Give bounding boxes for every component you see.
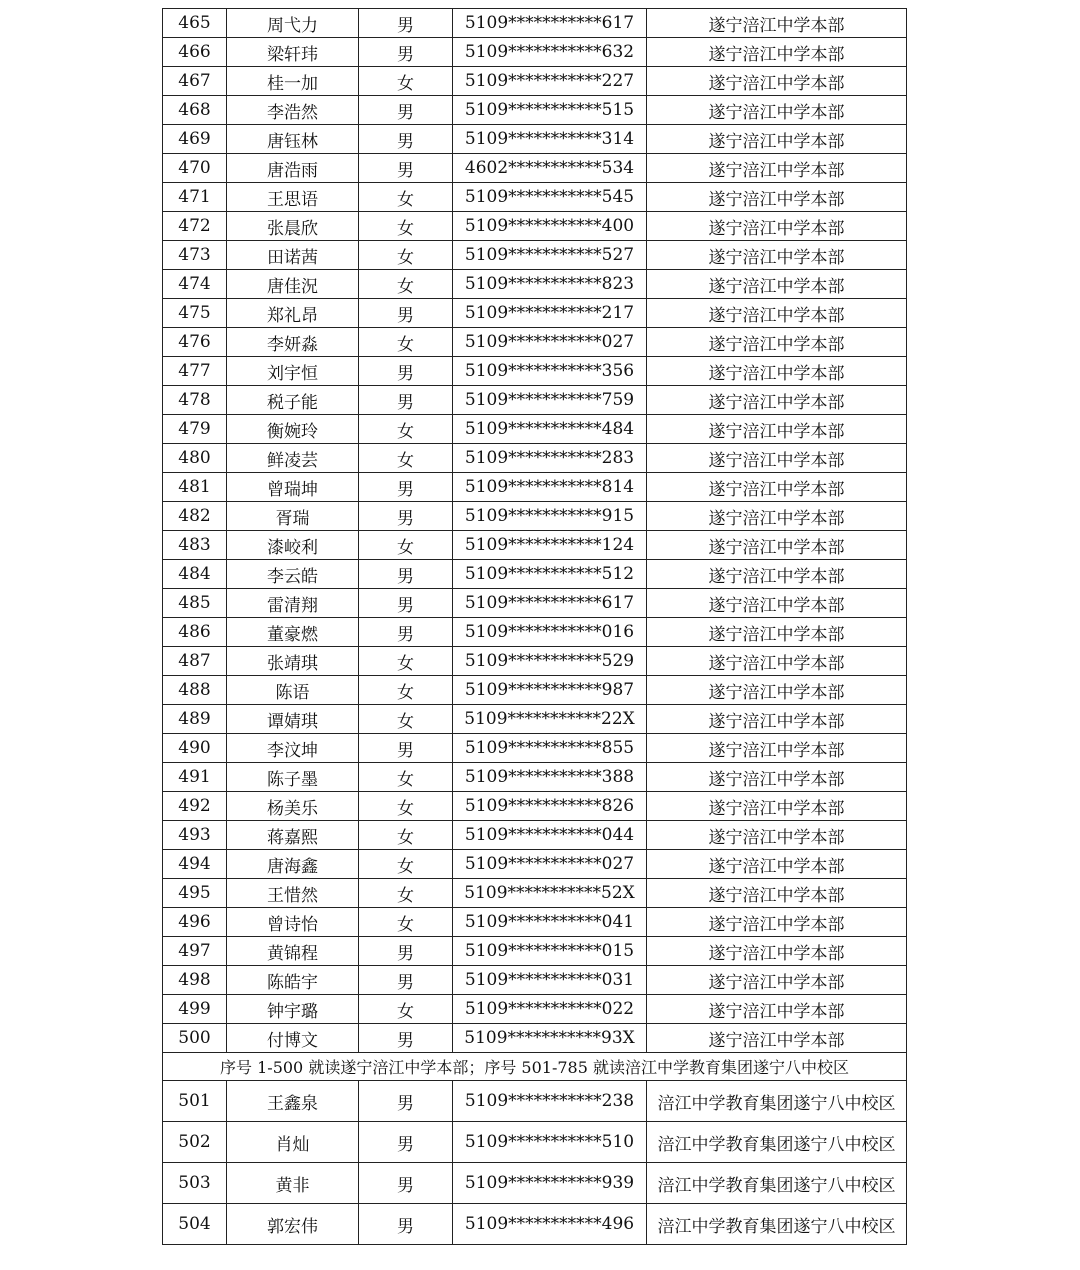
- gender-cell: 女: [359, 908, 453, 937]
- table-row: [163, 357, 907, 386]
- school-cell: 遂宁涪江中学本部: [647, 792, 907, 821]
- gender-cell: 女: [359, 850, 453, 879]
- id-number-cell: 5109***********823: [453, 270, 647, 299]
- student-name-cell: 漆峧利: [227, 531, 359, 560]
- table-row: [163, 879, 907, 908]
- id-number-cell: 5109***********632: [453, 38, 647, 67]
- school-cell: 涪江中学教育集团遂宁八中校区: [647, 1081, 907, 1122]
- school-cell: 遂宁涪江中学本部: [647, 444, 907, 473]
- gender-cell: 男: [359, 386, 453, 415]
- serial-number-cell: 472: [163, 212, 227, 241]
- serial-number-cell: 483: [163, 531, 227, 560]
- table-row: [163, 763, 907, 792]
- serial-number-cell: 489: [163, 705, 227, 734]
- serial-number-cell: 478: [163, 386, 227, 415]
- school-cell: 遂宁涪江中学本部: [647, 212, 907, 241]
- table-row: [163, 502, 907, 531]
- school-cell: 遂宁涪江中学本部: [647, 1024, 907, 1053]
- id-number-cell: 5109***********227: [453, 67, 647, 96]
- gender-cell: 男: [359, 502, 453, 531]
- id-number-cell: 5109***********022: [453, 995, 647, 1024]
- gender-cell: 女: [359, 705, 453, 734]
- serial-number-cell: 503: [163, 1163, 227, 1204]
- school-cell: 遂宁涪江中学本部: [647, 67, 907, 96]
- serial-number-cell: 501: [163, 1081, 227, 1122]
- school-cell: 遂宁涪江中学本部: [647, 531, 907, 560]
- school-cell: 遂宁涪江中学本部: [647, 415, 907, 444]
- serial-number-cell: 471: [163, 183, 227, 212]
- table-row: [163, 531, 907, 560]
- student-name-cell: 杨美乐: [227, 792, 359, 821]
- serial-number-cell: 467: [163, 67, 227, 96]
- id-number-cell: 5109***********356: [453, 357, 647, 386]
- table-row: [163, 589, 907, 618]
- gender-cell: 男: [359, 473, 453, 502]
- serial-number-cell: 482: [163, 502, 227, 531]
- serial-number-cell: 492: [163, 792, 227, 821]
- serial-number-cell: 500: [163, 1024, 227, 1053]
- school-cell: 遂宁涪江中学本部: [647, 328, 907, 357]
- serial-number-cell: 490: [163, 734, 227, 763]
- student-name-cell: 刘宇恒: [227, 357, 359, 386]
- table-row: [163, 966, 907, 995]
- serial-number-cell: 484: [163, 560, 227, 589]
- serial-number-cell: 502: [163, 1122, 227, 1163]
- id-number-cell: 5109***********016: [453, 618, 647, 647]
- serial-number-cell: 497: [163, 937, 227, 966]
- id-number-cell: 5109***********496: [453, 1204, 647, 1245]
- gender-cell: 男: [359, 560, 453, 589]
- serial-number-cell: 468: [163, 96, 227, 125]
- table-row: [163, 9, 907, 38]
- serial-number-cell: 494: [163, 850, 227, 879]
- serial-number-cell: 498: [163, 966, 227, 995]
- id-number-cell: 5109***********617: [453, 9, 647, 38]
- serial-number-cell: 487: [163, 647, 227, 676]
- gender-cell: 男: [359, 1122, 453, 1163]
- school-cell: 遂宁涪江中学本部: [647, 241, 907, 270]
- student-name-cell: 陈皓宇: [227, 966, 359, 995]
- table-row: [163, 212, 907, 241]
- id-number-cell: 5109***********939: [453, 1163, 647, 1204]
- student-name-cell: 黄非: [227, 1163, 359, 1204]
- student-name-cell: 肖灿: [227, 1122, 359, 1163]
- student-name-cell: 李云皓: [227, 560, 359, 589]
- serial-number-cell: 465: [163, 9, 227, 38]
- id-number-cell: 5109***********915: [453, 502, 647, 531]
- serial-number-cell: 466: [163, 38, 227, 67]
- serial-number-cell: 496: [163, 908, 227, 937]
- gender-cell: 女: [359, 763, 453, 792]
- school-cell: 遂宁涪江中学本部: [647, 9, 907, 38]
- id-number-cell: 5109***********512: [453, 560, 647, 589]
- serial-number-cell: 486: [163, 618, 227, 647]
- id-number-cell: 4602***********534: [453, 154, 647, 183]
- school-cell: 遂宁涪江中学本部: [647, 125, 907, 154]
- student-name-cell: 唐浩雨: [227, 154, 359, 183]
- id-number-cell: 5109***********814: [453, 473, 647, 502]
- school-cell: 遂宁涪江中学本部: [647, 879, 907, 908]
- table-row: [163, 38, 907, 67]
- student-name-cell: 曾瑞坤: [227, 473, 359, 502]
- table-row: [163, 560, 907, 589]
- id-number-cell: 5109***********124: [453, 531, 647, 560]
- table-row: [163, 821, 907, 850]
- school-cell: 遂宁涪江中学本部: [647, 618, 907, 647]
- id-number-cell: 5109***********617: [453, 589, 647, 618]
- gender-cell: 男: [359, 937, 453, 966]
- student-name-cell: 雷清翔: [227, 589, 359, 618]
- id-number-cell: 5109***********041: [453, 908, 647, 937]
- assignment-note-row: [163, 1053, 907, 1081]
- school-cell: 遂宁涪江中学本部: [647, 647, 907, 676]
- gender-cell: 男: [359, 1081, 453, 1122]
- assignment-note: 序号 1-500 就读遂宁涪江中学本部；序号 501-785 就读涪江中学教育集团遂宁八中校区: [163, 1053, 907, 1081]
- table-row: [163, 473, 907, 502]
- gender-cell: 女: [359, 241, 453, 270]
- gender-cell: 男: [359, 96, 453, 125]
- gender-cell: 男: [359, 38, 453, 67]
- serial-number-cell: 491: [163, 763, 227, 792]
- student-name-cell: 王思语: [227, 183, 359, 212]
- student-name-cell: 唐钰林: [227, 125, 359, 154]
- table-row: [163, 1024, 907, 1053]
- school-cell: 遂宁涪江中学本部: [647, 937, 907, 966]
- student-name-cell: 田诺茜: [227, 241, 359, 270]
- student-name-cell: 衡婉玲: [227, 415, 359, 444]
- student-name-cell: 董豪燃: [227, 618, 359, 647]
- gender-cell: 男: [359, 966, 453, 995]
- school-cell: 遂宁涪江中学本部: [647, 705, 907, 734]
- id-number-cell: 5109***********283: [453, 444, 647, 473]
- school-cell: 遂宁涪江中学本部: [647, 357, 907, 386]
- student-name-cell: 陈语: [227, 676, 359, 705]
- table-row: [163, 850, 907, 879]
- student-name-cell: 周弋力: [227, 9, 359, 38]
- student-name-cell: 李妍淼: [227, 328, 359, 357]
- table-row: [163, 792, 907, 821]
- school-cell: 遂宁涪江中学本部: [647, 299, 907, 328]
- id-number-cell: 5109***********314: [453, 125, 647, 154]
- school-cell: 遂宁涪江中学本部: [647, 908, 907, 937]
- school-cell: 遂宁涪江中学本部: [647, 850, 907, 879]
- serial-number-cell: 469: [163, 125, 227, 154]
- gender-cell: 女: [359, 792, 453, 821]
- table-row: [163, 1204, 907, 1245]
- student-name-cell: 谭婧琪: [227, 705, 359, 734]
- student-name-cell: 张晨欣: [227, 212, 359, 241]
- gender-cell: 女: [359, 676, 453, 705]
- id-number-cell: 5109***********217: [453, 299, 647, 328]
- gender-cell: 男: [359, 618, 453, 647]
- gender-cell: 男: [359, 9, 453, 38]
- gender-cell: 男: [359, 1024, 453, 1053]
- school-cell: 遂宁涪江中学本部: [647, 270, 907, 299]
- id-number-cell: 5109***********52X: [453, 879, 647, 908]
- serial-number-cell: 488: [163, 676, 227, 705]
- table-row: [163, 328, 907, 357]
- school-cell: 遂宁涪江中学本部: [647, 560, 907, 589]
- student-name-cell: 曾诗怡: [227, 908, 359, 937]
- id-number-cell: 5109***********510: [453, 1122, 647, 1163]
- id-number-cell: 5109***********031: [453, 966, 647, 995]
- id-number-cell: 5109***********388: [453, 763, 647, 792]
- student-name-cell: 郭宏伟: [227, 1204, 359, 1245]
- student-name-cell: 张靖琪: [227, 647, 359, 676]
- school-cell: 遂宁涪江中学本部: [647, 995, 907, 1024]
- gender-cell: 女: [359, 270, 453, 299]
- student-name-cell: 蒋嘉熙: [227, 821, 359, 850]
- id-number-cell: 5109***********826: [453, 792, 647, 821]
- student-name-cell: 税子能: [227, 386, 359, 415]
- id-number-cell: 5109***********855: [453, 734, 647, 763]
- main-campus-rows: [163, 9, 907, 1053]
- table-row: [163, 1081, 907, 1122]
- table-row: [163, 183, 907, 212]
- gender-cell: 男: [359, 154, 453, 183]
- table-row: [163, 618, 907, 647]
- student-name-cell: 梁轩玮: [227, 38, 359, 67]
- student-name-cell: 李浩然: [227, 96, 359, 125]
- gender-cell: 女: [359, 212, 453, 241]
- table-row: [163, 937, 907, 966]
- serial-number-cell: 485: [163, 589, 227, 618]
- school-cell: 遂宁涪江中学本部: [647, 763, 907, 792]
- note-section: [163, 1053, 907, 1081]
- serial-number-cell: 477: [163, 357, 227, 386]
- table-row: [163, 705, 907, 734]
- gender-cell: 女: [359, 328, 453, 357]
- school-cell: 涪江中学教育集团遂宁八中校区: [647, 1163, 907, 1204]
- id-number-cell: 5109***********515: [453, 96, 647, 125]
- id-number-cell: 5109***********545: [453, 183, 647, 212]
- table-row: [163, 241, 907, 270]
- table-row: [163, 676, 907, 705]
- id-number-cell: 5109***********027: [453, 850, 647, 879]
- gender-cell: 男: [359, 1204, 453, 1245]
- school-cell: 涪江中学教育集团遂宁八中校区: [647, 1204, 907, 1245]
- gender-cell: 女: [359, 821, 453, 850]
- student-list-table: [162, 8, 907, 1245]
- student-name-cell: 李汶坤: [227, 734, 359, 763]
- student-name-cell: 胥瑞: [227, 502, 359, 531]
- table-row: [163, 67, 907, 96]
- serial-number-cell: 481: [163, 473, 227, 502]
- id-number-cell: 5109***********22X: [453, 705, 647, 734]
- table-row: [163, 299, 907, 328]
- gender-cell: 女: [359, 183, 453, 212]
- student-name-cell: 钟宇璐: [227, 995, 359, 1024]
- gender-cell: 女: [359, 67, 453, 96]
- table-row: [163, 125, 907, 154]
- serial-number-cell: 495: [163, 879, 227, 908]
- serial-number-cell: 475: [163, 299, 227, 328]
- id-number-cell: 5109***********527: [453, 241, 647, 270]
- table-row: [163, 995, 907, 1024]
- student-name-cell: 桂一加: [227, 67, 359, 96]
- student-name-cell: 王鑫泉: [227, 1081, 359, 1122]
- id-number-cell: 5109***********484: [453, 415, 647, 444]
- id-number-cell: 5109***********93X: [453, 1024, 647, 1053]
- serial-number-cell: 479: [163, 415, 227, 444]
- school-cell: 遂宁涪江中学本部: [647, 821, 907, 850]
- student-name-cell: 陈子墨: [227, 763, 359, 792]
- serial-number-cell: 499: [163, 995, 227, 1024]
- school-cell: 遂宁涪江中学本部: [647, 589, 907, 618]
- table-row: [163, 386, 907, 415]
- table-row: [163, 1163, 907, 1204]
- id-number-cell: 5109***********015: [453, 937, 647, 966]
- student-name-cell: 唐佳況: [227, 270, 359, 299]
- id-number-cell: 5109***********529: [453, 647, 647, 676]
- student-name-cell: 王惜然: [227, 879, 359, 908]
- serial-number-cell: 504: [163, 1204, 227, 1245]
- student-name-cell: 付博文: [227, 1024, 359, 1053]
- school-cell: 遂宁涪江中学本部: [647, 734, 907, 763]
- serial-number-cell: 474: [163, 270, 227, 299]
- school-cell: 遂宁涪江中学本部: [647, 502, 907, 531]
- school-cell: 遂宁涪江中学本部: [647, 154, 907, 183]
- school-cell: 遂宁涪江中学本部: [647, 386, 907, 415]
- gender-cell: 女: [359, 647, 453, 676]
- school-cell: 遂宁涪江中学本部: [647, 676, 907, 705]
- id-number-cell: 5109***********027: [453, 328, 647, 357]
- table-row: [163, 647, 907, 676]
- school-cell: 遂宁涪江中学本部: [647, 96, 907, 125]
- serial-number-cell: 493: [163, 821, 227, 850]
- table-row: [163, 734, 907, 763]
- id-number-cell: 5109***********400: [453, 212, 647, 241]
- branch-campus-rows: [163, 1081, 907, 1245]
- gender-cell: 男: [359, 125, 453, 154]
- table-row: [163, 96, 907, 125]
- table-row: [163, 270, 907, 299]
- serial-number-cell: 476: [163, 328, 227, 357]
- student-name-cell: 唐海鑫: [227, 850, 359, 879]
- gender-cell: 男: [359, 589, 453, 618]
- gender-cell: 女: [359, 531, 453, 560]
- gender-cell: 男: [359, 1163, 453, 1204]
- gender-cell: 女: [359, 995, 453, 1024]
- student-name-cell: 鲜凌芸: [227, 444, 359, 473]
- table-row: [163, 908, 907, 937]
- table-row: [163, 415, 907, 444]
- school-cell: 遂宁涪江中学本部: [647, 966, 907, 995]
- school-cell: 遂宁涪江中学本部: [647, 183, 907, 212]
- school-cell: 遂宁涪江中学本部: [647, 38, 907, 67]
- school-cell: 遂宁涪江中学本部: [647, 473, 907, 502]
- id-number-cell: 5109***********759: [453, 386, 647, 415]
- gender-cell: 女: [359, 879, 453, 908]
- serial-number-cell: 480: [163, 444, 227, 473]
- student-name-cell: 郑礼昂: [227, 299, 359, 328]
- serial-number-cell: 473: [163, 241, 227, 270]
- gender-cell: 男: [359, 357, 453, 386]
- gender-cell: 女: [359, 444, 453, 473]
- serial-number-cell: 470: [163, 154, 227, 183]
- table-row: [163, 1122, 907, 1163]
- id-number-cell: 5109***********044: [453, 821, 647, 850]
- gender-cell: 女: [359, 415, 453, 444]
- school-cell: 涪江中学教育集团遂宁八中校区: [647, 1122, 907, 1163]
- id-number-cell: 5109***********987: [453, 676, 647, 705]
- id-number-cell: 5109***********238: [453, 1081, 647, 1122]
- student-name-cell: 黄锦程: [227, 937, 359, 966]
- gender-cell: 男: [359, 299, 453, 328]
- table-row: [163, 444, 907, 473]
- gender-cell: 男: [359, 734, 453, 763]
- table-row: [163, 154, 907, 183]
